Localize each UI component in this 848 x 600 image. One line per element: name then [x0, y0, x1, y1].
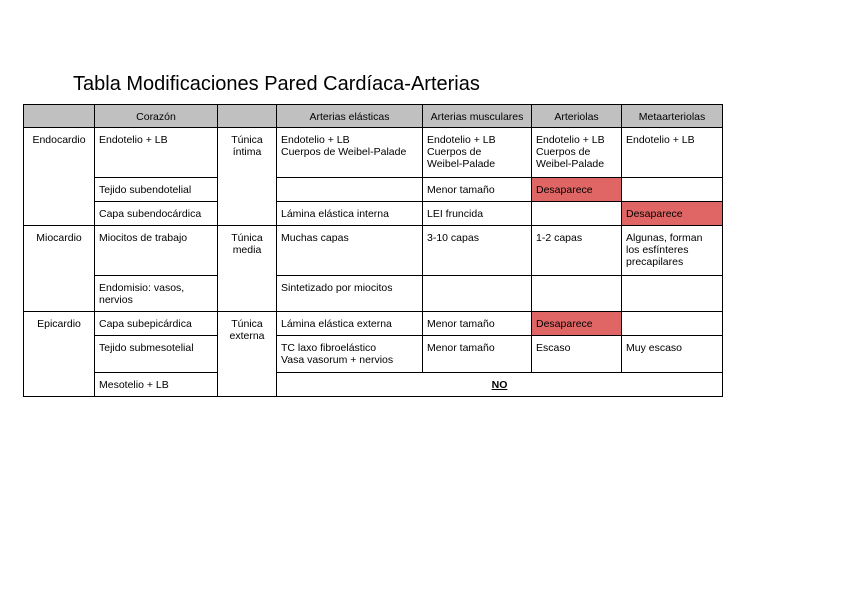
comparison-table [23, 104, 723, 397]
table-cell: Miocitos de trabajo [95, 226, 218, 276]
table-cell [622, 178, 723, 202]
tunica-cell-externa: Túnica externa [218, 312, 277, 397]
table-cell: Mesotelio + LB [95, 373, 218, 397]
table-cell: Endotelio + LB [95, 128, 218, 178]
table-cell: Menor tamaño [423, 312, 532, 336]
table-cell: Endotelio + LB Cuerpos de Weibel-Palade [277, 128, 423, 178]
region-cell-epicardio: Epicardio [24, 312, 95, 397]
table-cell [622, 312, 723, 336]
region-cell-endocardio: Endocardio [24, 128, 95, 226]
header-cell-region [24, 105, 95, 128]
table-cell: Algunas, forman los esfínteres precapilares [622, 226, 723, 276]
header-cell-corazon: Corazón [95, 105, 218, 128]
table-cell: Tejido subendotelial [95, 178, 218, 202]
table-cell: Tejido submesotelial [95, 336, 218, 373]
table-cell: Endomisio: vasos, nervios [95, 276, 218, 312]
table-cell [423, 276, 532, 312]
table-cell: 1-2 capas [532, 226, 622, 276]
header-cell-arterias-musculares: Arterias musculares [423, 105, 532, 128]
table-cell: LEI fruncida [423, 202, 532, 226]
highlight-cell: Desaparece [532, 178, 622, 202]
table-cell: Endotelio + LB [622, 128, 723, 178]
no-label: NO [491, 379, 508, 391]
table-row [24, 373, 723, 397]
table-row [24, 128, 723, 178]
table-cell [532, 276, 622, 312]
table-cell: Capa subendocárdica [95, 202, 218, 226]
table-cell: Lámina elástica interna [277, 202, 423, 226]
table-cell [277, 178, 423, 202]
table-cell: Lámina elástica externa [277, 312, 423, 336]
header-cell-arteriolas: Arteriolas [532, 105, 622, 128]
table-row [24, 276, 723, 312]
table-cell: Capa subepicárdica [95, 312, 218, 336]
table-row [24, 202, 723, 226]
table-cell: Muchas capas [277, 226, 423, 276]
table-row [24, 178, 723, 202]
table-row [24, 336, 723, 373]
table-cell: TC laxo fibroelástico Vasa vasorum + nervios [277, 336, 423, 373]
table-cell: Endotelio + LB Cuerpos de Weibel-Palade [423, 128, 532, 178]
header-row [24, 105, 723, 128]
header-cell-arterias-elasticas: Arterias elásticas [277, 105, 423, 128]
table-cell: Menor tamaño [423, 178, 532, 202]
region-cell-miocardio: Miocardio [24, 226, 95, 312]
table-cell: Escaso [532, 336, 622, 373]
table-cell: Endotelio + LB Cuerpos de Weibel-Palade [532, 128, 622, 178]
table-cell: Muy escaso [622, 336, 723, 373]
table-cell [532, 202, 622, 226]
tunica-cell-intima: Túnica íntima [218, 128, 277, 226]
table-row [24, 226, 723, 276]
header-cell-metaarteriolas: Metaarteriolas [622, 105, 723, 128]
highlight-cell: Desaparece [622, 202, 723, 226]
table-row [24, 312, 723, 336]
merged-cell-no [277, 373, 723, 397]
highlight-cell: Desaparece [532, 312, 622, 336]
table-cell: 3-10 capas [423, 226, 532, 276]
page-title: Tabla Modificaciones Pared Cardíaca-Arterias [73, 73, 480, 95]
tunica-cell-media: Túnica media [218, 226, 277, 312]
header-cell-tunica [218, 105, 277, 128]
table-cell: Menor tamaño [423, 336, 532, 373]
table-cell [622, 276, 723, 312]
table-cell: Sintetizado por miocitos [277, 276, 423, 312]
